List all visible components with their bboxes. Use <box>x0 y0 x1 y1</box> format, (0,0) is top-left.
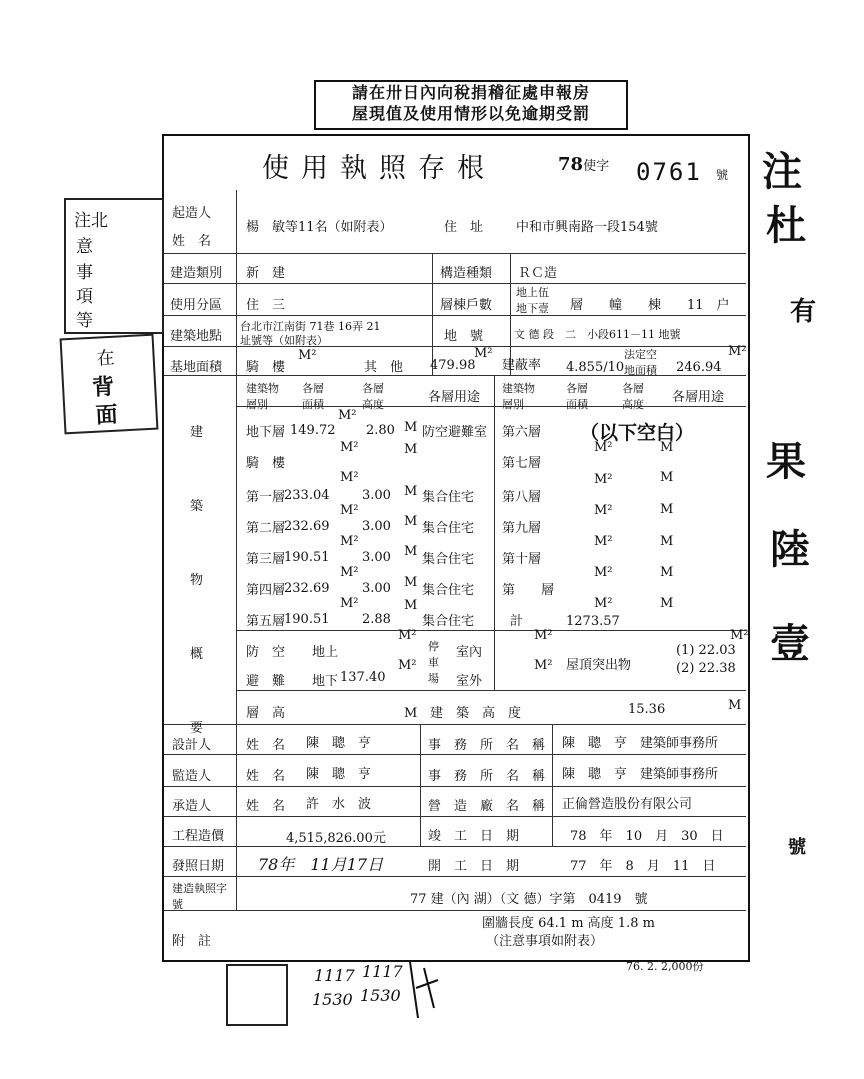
value-designer: 陳 聰 亨 <box>306 736 372 751</box>
label-builder-a: 起造人 <box>172 206 212 221</box>
label-contractor: 承造人 <box>172 799 212 814</box>
label-indoor: 室內 <box>456 645 483 660</box>
value-basement-area: 149.72 <box>290 423 336 438</box>
value-roof-1: (1) 22.03 <box>676 643 736 658</box>
margin-char-5: 陸 <box>770 526 810 573</box>
label-office: 事 務 所 名 稱 <box>428 769 546 784</box>
label-start: 開 工 日 期 <box>428 859 520 874</box>
value-site-a: 台北市江南街 71巷 16弄 21 <box>240 320 381 333</box>
handwritten-scribble <box>404 958 444 1024</box>
label-firm: 營 造 廠 名 稱 <box>428 799 546 814</box>
label-floor-3: 第三層 <box>246 552 286 567</box>
label-shelter: 防 空 <box>246 645 286 660</box>
value-legal-area: 246.94 <box>676 360 722 375</box>
label-lot: 地 號 <box>444 329 484 344</box>
unit-m: M <box>404 442 418 457</box>
value-lot: 文 德 段 二 小段611－11 地號 <box>514 328 681 341</box>
rule <box>164 724 746 725</box>
unit-m2: M² <box>398 658 417 673</box>
value-f5-use: 集合住宅 <box>422 614 475 629</box>
label-parking: 停車場 <box>428 640 439 685</box>
col-area-header: 各層面積 <box>302 382 324 411</box>
label-remarks: 附 註 <box>172 934 212 949</box>
col-use-header-2: 各層用途 <box>672 390 725 405</box>
value-f5-area: 190.51 <box>284 612 330 627</box>
label-other: 其 他 <box>364 360 404 375</box>
margin-char-4: 果 <box>766 438 806 485</box>
tax-notice-stamp <box>314 80 628 130</box>
serial-suffix: 號 <box>716 168 729 182</box>
label-legal-area: 法定空地面積 <box>624 348 657 377</box>
rule <box>552 724 553 846</box>
value-floors-count: 層 幢 棟 11 户 <box>570 298 730 313</box>
value-builder: 楊 敏等11名（如附表） <box>246 220 393 235</box>
margin-char-1: 注 <box>762 148 802 195</box>
stamp-notice-c: 事 <box>76 263 93 283</box>
permit-serial <box>558 154 609 175</box>
unit-m2: M² <box>398 628 417 643</box>
unit-m2: M² <box>340 470 359 485</box>
unit-m: M <box>660 470 674 485</box>
handwritten-1530-b: 1530 <box>360 986 401 1005</box>
label-use-zone: 使用分區 <box>170 298 223 313</box>
value-blank: （以下空白） <box>580 422 695 444</box>
value-f3-use: 集合住宅 <box>422 552 475 567</box>
value-complete: 78 年 10 月 30 日 <box>570 829 724 844</box>
label-floor-1: 第一層 <box>246 490 286 505</box>
stamp-back <box>60 334 159 435</box>
value-firm: 正倫營造股份有限公司 <box>562 797 693 812</box>
value-coverage: 4.855/10 <box>566 360 625 375</box>
value-supervisor-office: 陳 聰 亨 建築師事務所 <box>562 767 719 782</box>
margin-char-7: 號 <box>788 837 806 858</box>
value-f2-use: 集合住宅 <box>422 521 475 536</box>
rule <box>420 724 421 846</box>
value-f3-area: 190.51 <box>284 550 330 565</box>
value-supervisor: 陳 聰 亨 <box>306 767 372 782</box>
label-coverage: 建蔽率 <box>502 358 542 373</box>
value-remark-2: （注意事項如附表） <box>486 934 604 949</box>
unit-m: M <box>404 514 418 529</box>
label-office: 事 務 所 名 稱 <box>428 738 546 753</box>
col-height-header-2: 各層高度 <box>622 382 644 411</box>
rule <box>164 786 746 787</box>
stamp-notice-a: 注北 <box>74 211 108 231</box>
value-remark-1: 圍牆長度 64.1 m 高度 1.8 m <box>482 916 655 931</box>
rule <box>164 754 746 755</box>
rule <box>164 846 746 847</box>
serial-year: 78 <box>558 154 584 175</box>
unit-m2: M² <box>594 440 613 455</box>
handwritten-1117-b: 1117 <box>362 962 403 981</box>
label-floor-n: 第 層 <box>502 583 555 598</box>
stamp-back-b: 背 <box>91 373 115 401</box>
value-basement-use: 防空避難室 <box>422 425 488 440</box>
unit-m: M <box>660 596 674 611</box>
label-outdoor: 室外 <box>456 674 483 689</box>
unit-m2: M² <box>340 503 359 518</box>
label-address: 住 址 <box>444 220 484 235</box>
col-height-header: 各層高度 <box>362 382 384 411</box>
label-site-area: 基地面積 <box>170 360 223 375</box>
unit-m: M <box>404 598 418 613</box>
unit-m2: M² <box>340 534 359 549</box>
label-build-type: 建造類別 <box>170 266 223 281</box>
label-floor-10: 第十層 <box>502 552 542 567</box>
stamp-notice-b: 意 <box>76 237 93 257</box>
form-title: 使用執照存根 <box>262 153 496 184</box>
label-floor-4: 第四層 <box>246 583 286 598</box>
notice-line-2: 屋現值及使用情形以免逾期受罰 <box>351 104 590 123</box>
stamp-back-c: 面 <box>94 401 119 429</box>
unit-m2: M² <box>730 628 749 643</box>
unit-m2: M² <box>340 565 359 580</box>
label-shelter-2: 避 難 <box>246 674 286 689</box>
label-arcade: 騎 樓 <box>246 360 286 375</box>
rule <box>236 690 746 691</box>
label-floor-5: 第五層 <box>246 614 286 629</box>
unit-m2: M² <box>594 472 613 487</box>
value-cost: 4,515,826.00元 <box>286 831 386 846</box>
unit-m2: M² <box>534 658 553 673</box>
value-floors-below: 地下壹 <box>516 302 549 315</box>
label-building-summary: 建築物概要 <box>190 425 204 736</box>
handwritten-1530-a: 1530 <box>312 990 353 1009</box>
rule <box>164 910 746 911</box>
rule <box>494 376 495 690</box>
value-f4-area: 232.69 <box>284 581 330 596</box>
label-storey-height: 層 高 <box>246 706 286 721</box>
unit-m2: M² <box>474 346 493 361</box>
label-floor-9: 第九層 <box>502 521 542 536</box>
value-address: 中和市興南路一段154號 <box>516 220 658 235</box>
label-total: 計 <box>510 614 524 629</box>
col-area-header-2: 各層面積 <box>566 382 588 411</box>
value-f4-height: 3.00 <box>362 581 391 596</box>
label-name: 姓 名 <box>246 738 286 753</box>
unit-m: M <box>660 440 674 455</box>
value-designer-office: 陳 聰 亨 建築師事務所 <box>562 736 719 751</box>
label-builder-b: 姓 名 <box>172 234 212 249</box>
value-permit: 77 建（內 湖）（文 德）字第 0419 號 <box>410 892 648 907</box>
label-site: 建築地點 <box>170 329 223 344</box>
label-floors: 層棟戶數 <box>440 298 493 313</box>
label-supervisor: 監造人 <box>172 769 212 784</box>
unit-m2: M² <box>534 628 553 643</box>
print-count: 76. 2. 2,000份 <box>626 960 704 973</box>
unit-m: M <box>404 544 418 559</box>
rule <box>164 816 746 817</box>
margin-char-3: 有 <box>790 297 817 327</box>
unit-m2: M² <box>594 534 613 549</box>
unit-m: M <box>404 484 418 499</box>
rule <box>164 283 746 284</box>
value-basement-height: 2.80 <box>366 423 395 438</box>
label-designer: 設計人 <box>172 738 212 753</box>
unit-m2: M² <box>594 503 613 518</box>
label-structure: 構造種類 <box>440 266 493 281</box>
value-roof-2: (2) 22.38 <box>676 661 736 676</box>
value-issue: 78年 11月17日 <box>258 855 384 874</box>
value-build-type: 新 建 <box>246 266 286 281</box>
handwritten-1117-a: 1117 <box>314 966 355 985</box>
value-site-b: 址號等（如附表） <box>240 334 328 347</box>
rule <box>236 190 237 910</box>
label-floor-6: 第六層 <box>502 425 542 440</box>
col-floor-header-2: 建築物層別 <box>502 382 535 411</box>
rule <box>432 253 433 375</box>
label-floor-8: 第八層 <box>502 490 542 505</box>
unit-m2: M² <box>340 596 359 611</box>
unit-m2: M² <box>594 596 613 611</box>
value-floors-above: 地上伍 <box>516 286 549 299</box>
value-f4-use: 集合住宅 <box>422 583 475 598</box>
unit-m2: M² <box>594 565 613 580</box>
label-floor-7: 第七層 <box>502 456 542 471</box>
stamp-notice-d: 項 <box>76 287 93 307</box>
label-below-ground: 地下 <box>312 674 339 689</box>
label-floor-2: 第二層 <box>246 521 286 536</box>
unit-m: M <box>660 502 674 517</box>
notice-line-1: 請在卅日內向稅捐稽征處申報房 <box>351 83 590 102</box>
unit-m2: M² <box>340 440 359 455</box>
label-name: 姓 名 <box>246 769 286 784</box>
value-f5-height: 2.88 <box>362 612 391 627</box>
label-permit: 建造執照字 號 <box>172 882 249 911</box>
value-contractor: 許 水 波 <box>306 797 372 812</box>
rule <box>164 876 746 877</box>
unit-m2: M² <box>728 344 747 359</box>
seal-stamp <box>226 964 288 1026</box>
rule <box>164 315 746 316</box>
margin-char-6: 壹 <box>770 620 810 667</box>
value-other-area: 479.98 <box>430 358 476 373</box>
unit-m2: M² <box>298 348 317 363</box>
serial-number: 0761 <box>636 158 702 186</box>
label-name: 姓 名 <box>246 799 286 814</box>
label-building-height: 建 築 高 度 <box>430 706 522 721</box>
value-f2-area: 232.69 <box>284 519 330 534</box>
margin-char-2: 杜 <box>766 202 806 249</box>
rule <box>236 630 746 631</box>
unit-m: M <box>404 706 418 721</box>
value-f1-area: 233.04 <box>284 488 330 503</box>
label-basement: 地下層 <box>246 425 286 440</box>
value-start: 77 年 8 月 11 日 <box>570 859 716 874</box>
label-issue: 發照日期 <box>172 859 225 874</box>
unit-m2: M² <box>338 408 357 423</box>
unit-m: M <box>728 698 742 713</box>
unit-m: M <box>404 420 418 435</box>
label-above-ground: 地上 <box>312 645 339 660</box>
unit-m: M <box>660 534 674 549</box>
col-floor-header: 建築物層別 <box>246 382 279 411</box>
value-f1-height: 3.00 <box>362 488 391 503</box>
value-building-height: 15.36 <box>628 702 666 717</box>
value-shelter-below: 137.40 <box>340 670 386 685</box>
value-structure: ＲＣ造 <box>518 266 558 281</box>
label-complete: 竣 工 日 期 <box>428 829 520 844</box>
stamp-notice-e: 等 <box>76 311 93 331</box>
col-use-header: 各層用途 <box>428 390 481 405</box>
label-cost: 工程造價 <box>172 829 225 844</box>
rule <box>164 253 746 254</box>
value-f2-height: 3.00 <box>362 519 391 534</box>
stamp-notice <box>64 198 164 334</box>
label-arcade-row: 騎 樓 <box>246 456 286 471</box>
stamp-back-a: 在 <box>96 347 116 370</box>
serial-word: 使字 <box>583 159 610 174</box>
value-f3-height: 3.00 <box>362 550 391 565</box>
label-roof: 屋頂突出物 <box>566 658 632 673</box>
value-total: 1273.57 <box>566 614 620 629</box>
value-use-zone: 住 三 <box>246 298 286 313</box>
value-f1-use: 集合住宅 <box>422 490 475 505</box>
unit-m: M <box>404 575 418 590</box>
unit-m: M <box>660 565 674 580</box>
